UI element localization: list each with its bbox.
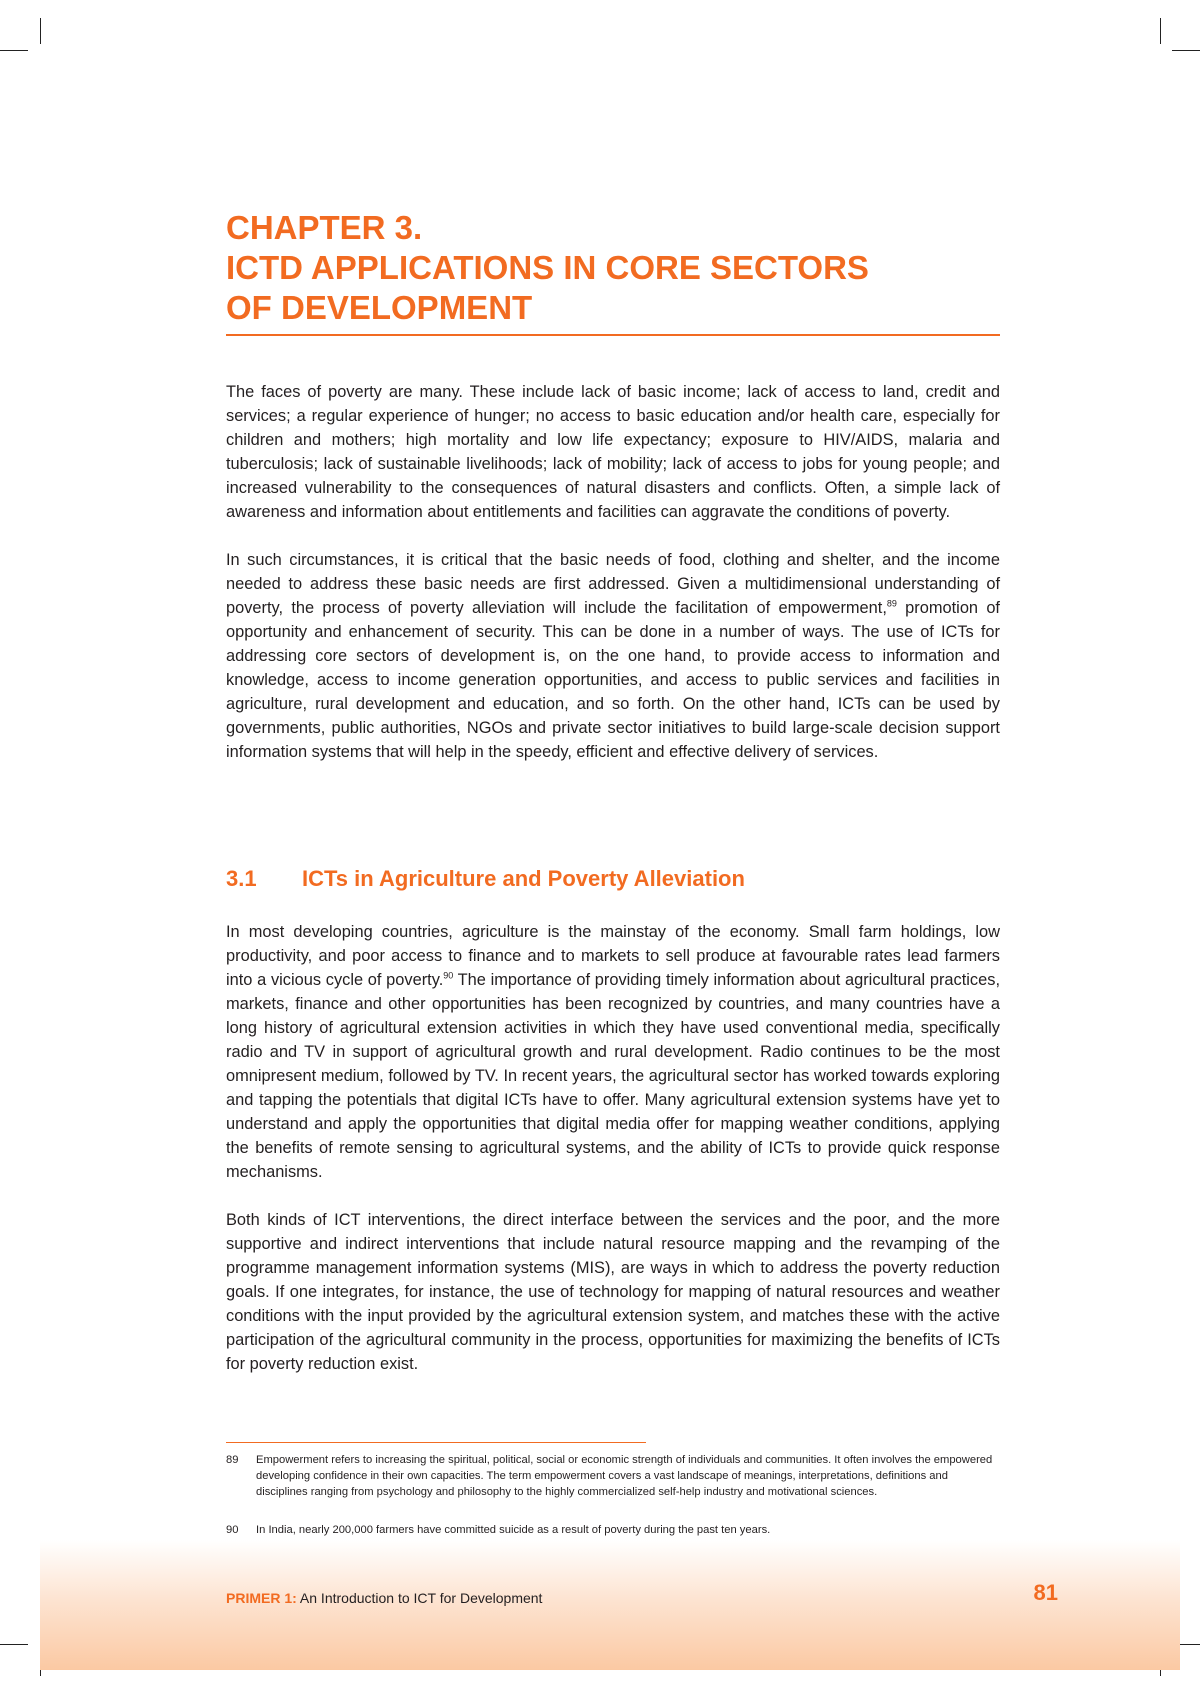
intro-paragraph-1: The faces of poverty are many. These include lack of basic income; lack of access to land, credit and services; a regular experience of hunger; no access to basic education and/or health care, especially for children and mothers; high mortality and low life expectancy; exposure to HIV/AIDS, malaria and tuberculosis; lack of sustainable livelihoods; lack of mobility; lack of access to jobs for young people; and increased vulnerability to the consequences of natural disasters and conflicts. Often, a simple lack of awareness and information about entitlements and facilities can aggravate the conditions of poverty. <box>226 383 1000 521</box>
footnote-text: Empowerment refers to increasing the spiritual, political, social or economic strength of individuals and communities. It often involves the empowered developing confidence in their own capacities. The term empowerment covers a vast landscape of meanings, interpretations, definitions and disciplines ranging from psychology and philosophy to the highly commercialized self-help industry and motivational sciences. <box>256 1454 993 1498</box>
title-divider <box>226 334 1000 336</box>
crop-mark <box>1160 18 1161 44</box>
footnote-ref-90[interactable]: 90 <box>443 970 454 981</box>
footnote-89 <box>226 1452 1000 1500</box>
chapter-title-line-1: CHAPTER 3. <box>226 209 423 246</box>
running-footer <box>226 1590 542 1606</box>
section-paragraph-1-part-2: The importance of providing timely information about agricultural practices, markets, finance and other opportunities has been recognized by countries, and many countries have a long history of agricultural extension activities in which they have used conventional media, specifically radio and TV in support of agricultural growth and rural development. Radio continues to be the most omnipresent medium, followed by TV. In recent years, the agricultural sector has worked towards exploring and tapping the potentials that digital ICTs have to offer. Many agricultural extension systems have yet to understand and apply the opportunities that digital media offer for mapping weather conditions, applying the benefits of remote sensing to agricultural systems, and the ability of ICTs to provide quick response mechanisms. <box>226 971 1000 1181</box>
section-title: ICTs in Agriculture and Poverty Alleviation <box>302 866 745 891</box>
crop-mark <box>40 18 41 44</box>
section-paragraph-1 <box>226 920 1000 1184</box>
section-heading <box>226 866 745 892</box>
footnote-text: In India, nearly 200,000 farmers have committed suicide as a result of poverty during the past ten years. <box>256 1524 771 1536</box>
crop-mark <box>0 1644 28 1645</box>
chapter-title-line-2: ICTD APPLICATIONS IN CORE SECTORS <box>226 249 869 286</box>
footnote-90 <box>226 1522 1000 1538</box>
section-body <box>226 920 1000 1376</box>
chapter-title-line-3: OF DEVELOPMENT <box>226 289 533 326</box>
intro-paragraph-2-part-2: promotion of opportunity and enhancement of security. This can be done in a number of ways. The use of ICTs for addressing core sectors of development is, on the one hand, to provide access to information and knowledge, access to income generation opportunities, and access to public services and facilities in agriculture, rural development and education, and so forth. On the other hand, ICTs can be used by governments, public authorities, NGOs and private sector initiatives to build large-scale decision support information systems that will help in the speedy, efficient and effective delivery of services. <box>226 599 1000 761</box>
intro-paragraph-2 <box>226 548 1000 764</box>
intro-paragraph-2-part-1: In such circumstances, it is critical that the basic needs of food, clothing and shelter, and the income needed to address these basic needs are first addressed. Given a multidimensional understanding of poverty, the process of poverty alleviation will include the facilitation of empowerment, <box>226 551 1000 617</box>
section-paragraph-2: Both kinds of ICT interventions, the direct interface between the services and the poor, and the more supportive and indirect interventions that include natural resource mapping and the revamping of the programme management information systems (MIS), are ways in which to address the poverty reduction goals. If one integrates, for instance, the use of technology for mapping of natural resources and weather conditions with the input provided by the agricultural extension system, and matches these with the active participation of the agricultural community in the process, opportunities for maximizing the benefits of ICTs for poverty reduction exist. <box>226 1211 1000 1373</box>
footnote-number: 89 <box>226 1454 239 1466</box>
footnote-divider <box>226 1442 646 1443</box>
crop-mark <box>1172 50 1200 51</box>
footnote-ref-89[interactable]: 89 <box>886 598 897 609</box>
section-number: 3.1 <box>226 866 257 891</box>
intro-section <box>226 380 1000 764</box>
primer-label: PRIMER 1: <box>226 1590 297 1606</box>
chapter-title <box>226 208 1000 328</box>
footnote-number: 90 <box>226 1524 239 1536</box>
footer-gradient-band <box>40 1540 1180 1670</box>
page-number: 81 <box>1033 1580 1058 1605</box>
crop-mark <box>0 50 28 51</box>
primer-title: An Introduction to ICT for Development <box>296 1590 543 1606</box>
section-paragraph-1-part-1: In most developing countries, agriculture is the mainstay of the economy. Small farm holdings, low productivity, and poor access to finance and to markets to sell produce at favourable rates lead farmers into a vicious cycle of poverty. <box>226 923 1000 989</box>
